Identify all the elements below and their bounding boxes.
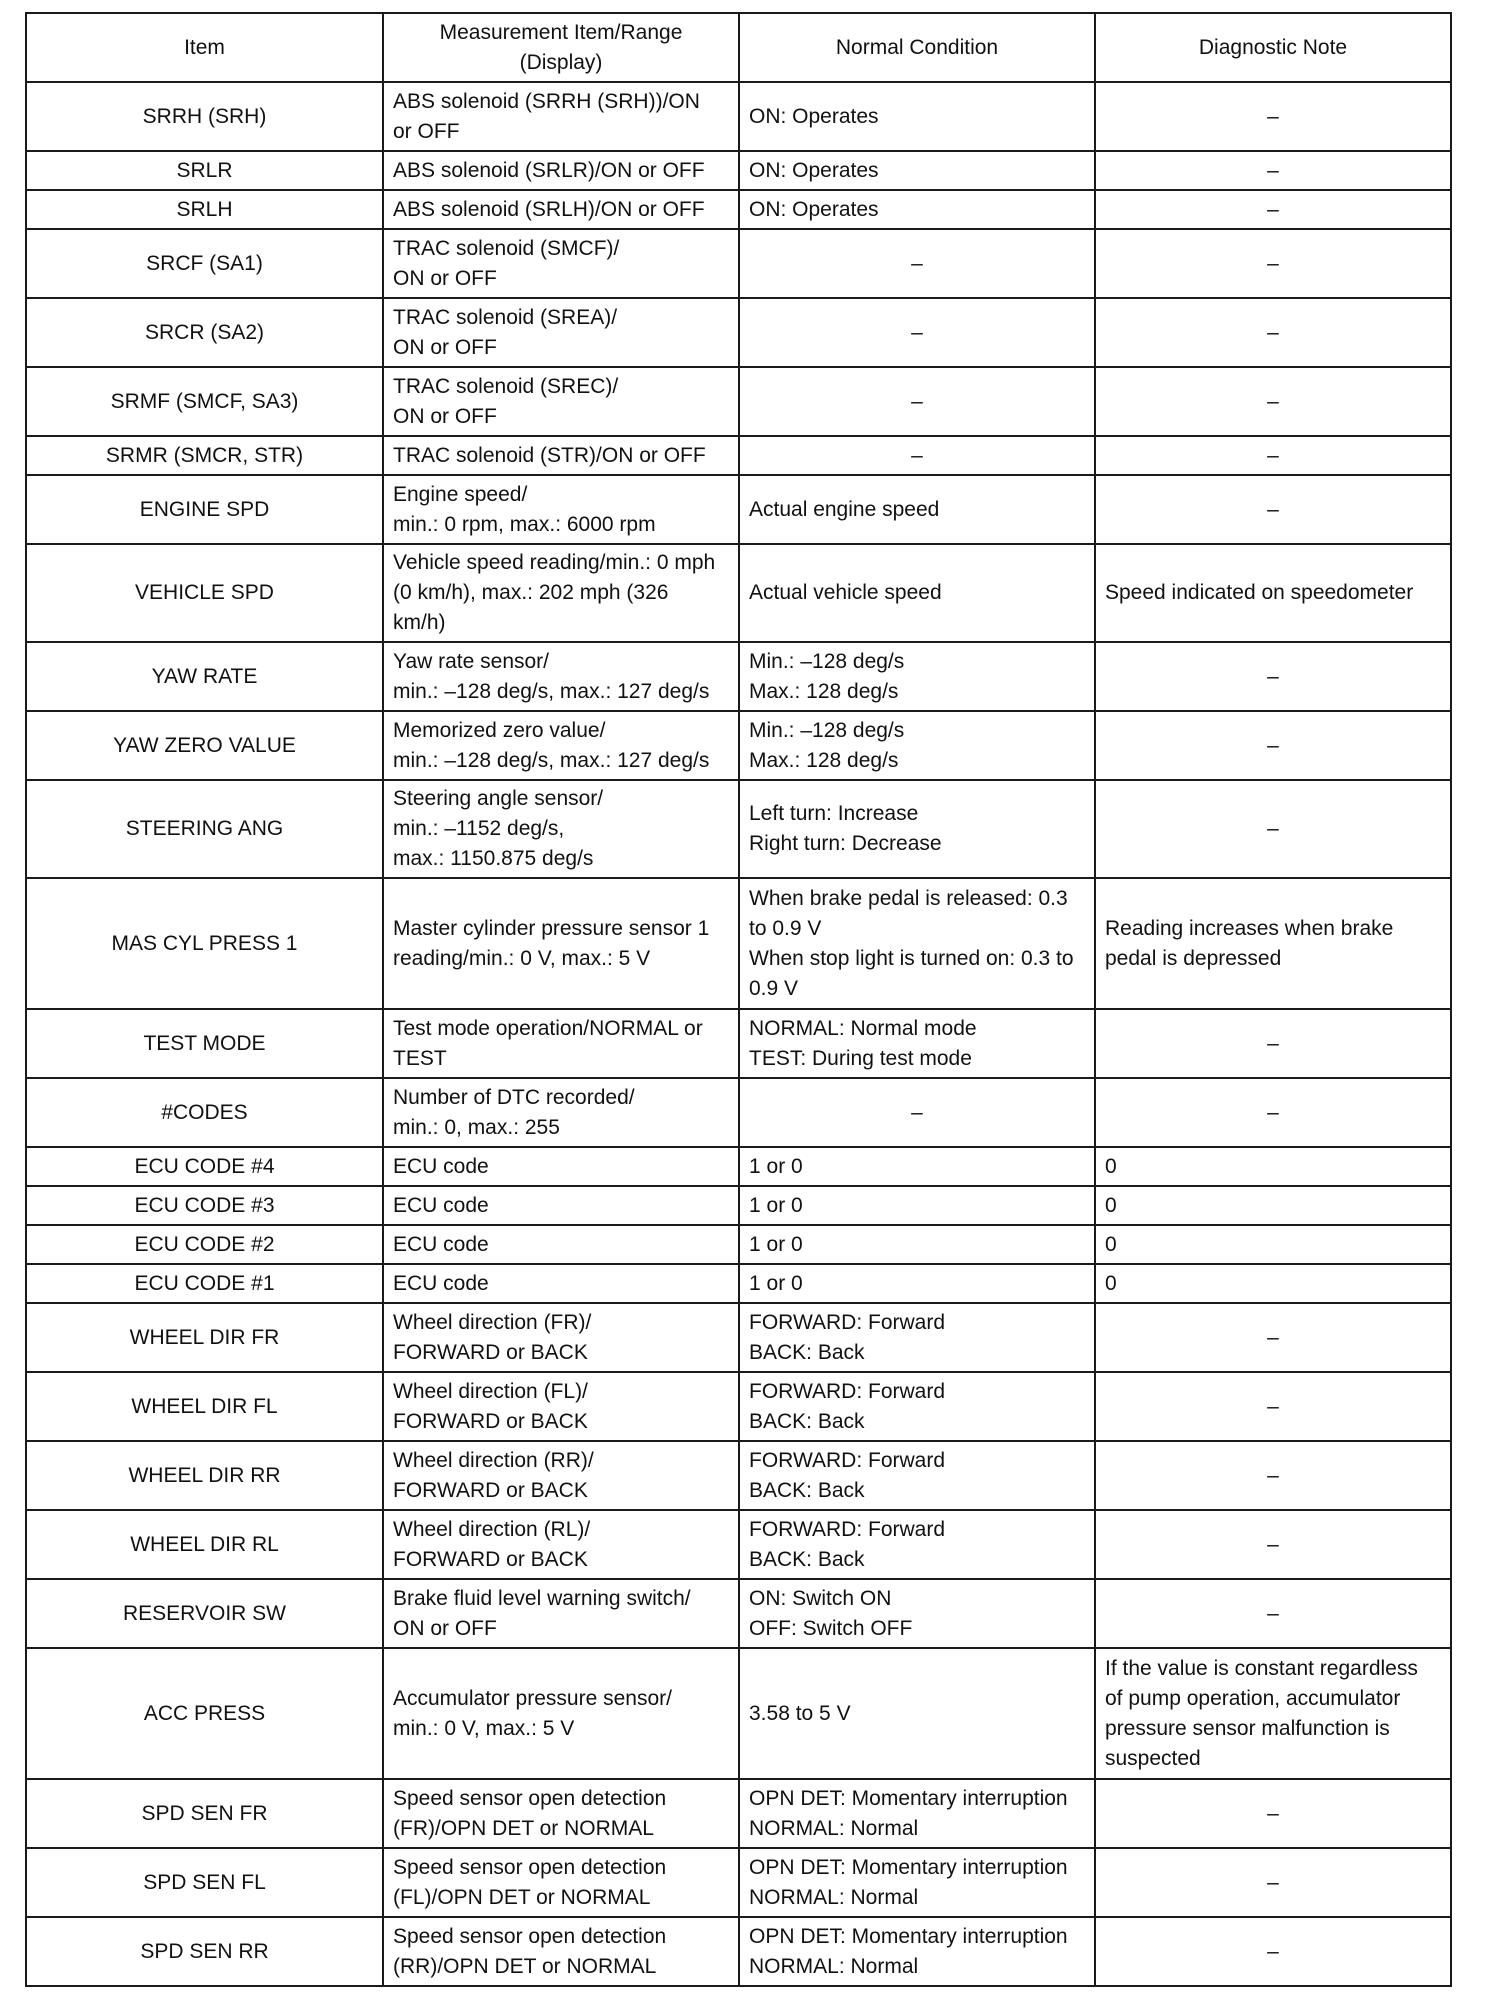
cell-diagnostic-note: – [1095, 1579, 1451, 1648]
cell-item: SRRH (SRH) [26, 82, 383, 151]
cell-normal-condition: ON: Operates [739, 190, 1095, 229]
cell-normal-condition: – [739, 298, 1095, 367]
cell-measurement: Wheel direction (FR)/ FORWARD or BACK [383, 1303, 739, 1372]
cell-measurement: Speed sensor open detection (FL)/OPN DET or NORMAL [383, 1848, 739, 1917]
header-diagnostic-note: Diagnostic Note [1095, 13, 1451, 82]
table-row [26, 1078, 1451, 1147]
cell-measurement: TRAC solenoid (SREC)/ ON or OFF [383, 367, 739, 436]
cell-measurement: ECU code [383, 1264, 739, 1303]
table-row [26, 229, 1451, 298]
cell-measurement: TRAC solenoid (SMCF)/ ON or OFF [383, 229, 739, 298]
cell-diagnostic-note: 0 [1095, 1186, 1451, 1225]
table-row [26, 1917, 1451, 1986]
cell-diagnostic-note: – [1095, 229, 1451, 298]
cell-item: ECU CODE #2 [26, 1225, 383, 1264]
cell-diagnostic-note: 0 [1095, 1225, 1451, 1264]
cell-normal-condition: OPN DET: Momentary interruption NORMAL: Normal [739, 1917, 1095, 1986]
cell-diagnostic-note: – [1095, 367, 1451, 436]
cell-normal-condition: FORWARD: Forward BACK: Back [739, 1372, 1095, 1441]
cell-normal-condition: ON: Operates [739, 82, 1095, 151]
cell-item: VEHICLE SPD [26, 544, 383, 642]
cell-item: ACC PRESS [26, 1648, 383, 1779]
cell-measurement: ECU code [383, 1147, 739, 1186]
cell-measurement: TRAC solenoid (SREA)/ ON or OFF [383, 298, 739, 367]
cell-measurement: Memorized zero value/ min.: –128 deg/s, max.: 127 deg/s [383, 711, 739, 780]
cell-diagnostic-note: – [1095, 190, 1451, 229]
cell-item: SPD SEN RR [26, 1917, 383, 1986]
header-normal-condition: Normal Condition [739, 13, 1095, 82]
cell-normal-condition: OPN DET: Momentary interruption NORMAL: Normal [739, 1848, 1095, 1917]
table-row [26, 1441, 1451, 1510]
cell-diagnostic-note: – [1095, 780, 1451, 878]
table-row [26, 1579, 1451, 1648]
cell-diagnostic-note: 0 [1095, 1147, 1451, 1186]
cell-measurement: Brake fluid level warning switch/ ON or OFF [383, 1579, 739, 1648]
cell-measurement: ECU code [383, 1225, 739, 1264]
cell-item: SPD SEN FL [26, 1848, 383, 1917]
cell-diagnostic-note: If the value is constant regardless of pump operation, accumulator pressure sensor malfunction is suspected [1095, 1648, 1451, 1779]
cell-measurement: TRAC solenoid (STR)/ON or OFF [383, 436, 739, 475]
cell-measurement: Engine speed/ min.: 0 rpm, max.: 6000 rpm [383, 475, 739, 544]
cell-measurement: Number of DTC recorded/ min.: 0, max.: 255 [383, 1078, 739, 1147]
table-row [26, 642, 1451, 711]
table-row [26, 82, 1451, 151]
header-measurement: Measurement Item/Range (Display) [383, 13, 739, 82]
table-row [26, 475, 1451, 544]
cell-normal-condition: – [739, 367, 1095, 436]
cell-measurement: Vehicle speed reading/min.: 0 mph (0 km/h), max.: 202 mph (326 km/h) [383, 544, 739, 642]
cell-normal-condition: 1 or 0 [739, 1147, 1095, 1186]
cell-item: WHEEL DIR RR [26, 1441, 383, 1510]
cell-measurement: Steering angle sensor/ min.: –1152 deg/s, max.: 1150.875 deg/s [383, 780, 739, 878]
table-row [26, 1372, 1451, 1441]
cell-measurement: Speed sensor open detection (RR)/OPN DET or NORMAL [383, 1917, 739, 1986]
cell-item: STEERING ANG [26, 780, 383, 878]
cell-item: ECU CODE #1 [26, 1264, 383, 1303]
table-row [26, 780, 1451, 878]
cell-diagnostic-note: Speed indicated on speedometer [1095, 544, 1451, 642]
table-row [26, 878, 1451, 1009]
cell-diagnostic-note: – [1095, 1917, 1451, 1986]
cell-measurement: Yaw rate sensor/ min.: –128 deg/s, max.: 127 deg/s [383, 642, 739, 711]
cell-normal-condition: 1 or 0 [739, 1225, 1095, 1264]
cell-normal-condition: Actual engine speed [739, 475, 1095, 544]
cell-diagnostic-note: – [1095, 1441, 1451, 1510]
cell-item: WHEEL DIR RL [26, 1510, 383, 1579]
cell-item: #CODES [26, 1078, 383, 1147]
cell-measurement: ECU code [383, 1186, 739, 1225]
cell-normal-condition: Min.: –128 deg/s Max.: 128 deg/s [739, 642, 1095, 711]
cell-item: RESERVOIR SW [26, 1579, 383, 1648]
cell-normal-condition: Min.: –128 deg/s Max.: 128 deg/s [739, 711, 1095, 780]
cell-item: SRLR [26, 151, 383, 190]
cell-normal-condition: 1 or 0 [739, 1264, 1095, 1303]
cell-normal-condition: 1 or 0 [739, 1186, 1095, 1225]
cell-normal-condition: – [739, 229, 1095, 298]
cell-normal-condition: – [739, 436, 1095, 475]
table-row [26, 298, 1451, 367]
cell-diagnostic-note: – [1095, 1303, 1451, 1372]
cell-diagnostic-note: – [1095, 1078, 1451, 1147]
cell-item: MAS CYL PRESS 1 [26, 878, 383, 1009]
header-item: Item [26, 13, 383, 82]
cell-item: SRCR (SA2) [26, 298, 383, 367]
cell-item: ECU CODE #4 [26, 1147, 383, 1186]
cell-measurement: Test mode operation/NORMAL or TEST [383, 1009, 739, 1078]
table-row [26, 711, 1451, 780]
cell-normal-condition: NORMAL: Normal mode TEST: During test mode [739, 1009, 1095, 1078]
cell-measurement: Wheel direction (RR)/ FORWARD or BACK [383, 1441, 739, 1510]
cell-measurement: Accumulator pressure sensor/ min.: 0 V, max.: 5 V [383, 1648, 739, 1779]
cell-diagnostic-note: – [1095, 1779, 1451, 1848]
cell-normal-condition: Left turn: Increase Right turn: Decrease [739, 780, 1095, 878]
cell-normal-condition: When brake pedal is released: 0.3 to 0.9 V When stop light is turned on: 0.3 to 0.9 V [739, 878, 1095, 1009]
cell-normal-condition: FORWARD: Forward BACK: Back [739, 1441, 1095, 1510]
cell-item: SRLH [26, 190, 383, 229]
cell-measurement: ABS solenoid (SRRH (SRH))/ON or OFF [383, 82, 739, 151]
cell-measurement: Wheel direction (FL)/ FORWARD or BACK [383, 1372, 739, 1441]
cell-item: SRCF (SA1) [26, 229, 383, 298]
data-list-table [25, 12, 1452, 1987]
table-row [26, 1186, 1451, 1225]
cell-diagnostic-note: – [1095, 711, 1451, 780]
cell-measurement: ABS solenoid (SRLR)/ON or OFF [383, 151, 739, 190]
cell-item: ENGINE SPD [26, 475, 383, 544]
cell-diagnostic-note: – [1095, 1510, 1451, 1579]
cell-normal-condition: OPN DET: Momentary interruption NORMAL: Normal [739, 1779, 1095, 1848]
cell-diagnostic-note: – [1095, 475, 1451, 544]
cell-item: SRMR (SMCR, STR) [26, 436, 383, 475]
cell-diagnostic-note: – [1095, 642, 1451, 711]
cell-measurement: ABS solenoid (SRLH)/ON or OFF [383, 190, 739, 229]
cell-item: SPD SEN FR [26, 1779, 383, 1848]
cell-diagnostic-note: – [1095, 436, 1451, 475]
table-row [26, 1510, 1451, 1579]
cell-normal-condition: – [739, 1078, 1095, 1147]
cell-item: ECU CODE #3 [26, 1186, 383, 1225]
cell-diagnostic-note: – [1095, 151, 1451, 190]
table-row [26, 544, 1451, 642]
table-row [26, 436, 1451, 475]
cell-diagnostic-note: – [1095, 298, 1451, 367]
table-row [26, 367, 1451, 436]
cell-measurement: Speed sensor open detection (FR)/OPN DET or NORMAL [383, 1779, 739, 1848]
header-row [26, 13, 1451, 82]
table-row [26, 1264, 1451, 1303]
cell-normal-condition: ON: Operates [739, 151, 1095, 190]
cell-item: TEST MODE [26, 1009, 383, 1078]
cell-normal-condition: 3.58 to 5 V [739, 1648, 1095, 1779]
cell-item: WHEEL DIR FL [26, 1372, 383, 1441]
cell-normal-condition: Actual vehicle speed [739, 544, 1095, 642]
cell-normal-condition: FORWARD: Forward BACK: Back [739, 1510, 1095, 1579]
table-row [26, 1848, 1451, 1917]
table-row [26, 1779, 1451, 1848]
cell-diagnostic-note: Reading increases when brake pedal is depressed [1095, 878, 1451, 1009]
cell-item: YAW ZERO VALUE [26, 711, 383, 780]
cell-diagnostic-note: – [1095, 1848, 1451, 1917]
cell-measurement: Wheel direction (RL)/ FORWARD or BACK [383, 1510, 739, 1579]
table-row [26, 151, 1451, 190]
cell-normal-condition: FORWARD: Forward BACK: Back [739, 1303, 1095, 1372]
cell-item: YAW RATE [26, 642, 383, 711]
cell-diagnostic-note: – [1095, 1009, 1451, 1078]
table-row [26, 190, 1451, 229]
cell-diagnostic-note: – [1095, 1372, 1451, 1441]
cell-item: SRMF (SMCF, SA3) [26, 367, 383, 436]
cell-normal-condition: ON: Switch ON OFF: Switch OFF [739, 1579, 1095, 1648]
cell-item: WHEEL DIR FR [26, 1303, 383, 1372]
table-row [26, 1303, 1451, 1372]
cell-measurement: Master cylinder pressure sensor 1 reading/min.: 0 V, max.: 5 V [383, 878, 739, 1009]
table-row [26, 1147, 1451, 1186]
cell-diagnostic-note: 0 [1095, 1264, 1451, 1303]
cell-diagnostic-note: – [1095, 82, 1451, 151]
table-row [26, 1648, 1451, 1779]
table-row [26, 1225, 1451, 1264]
table-row [26, 1009, 1451, 1078]
